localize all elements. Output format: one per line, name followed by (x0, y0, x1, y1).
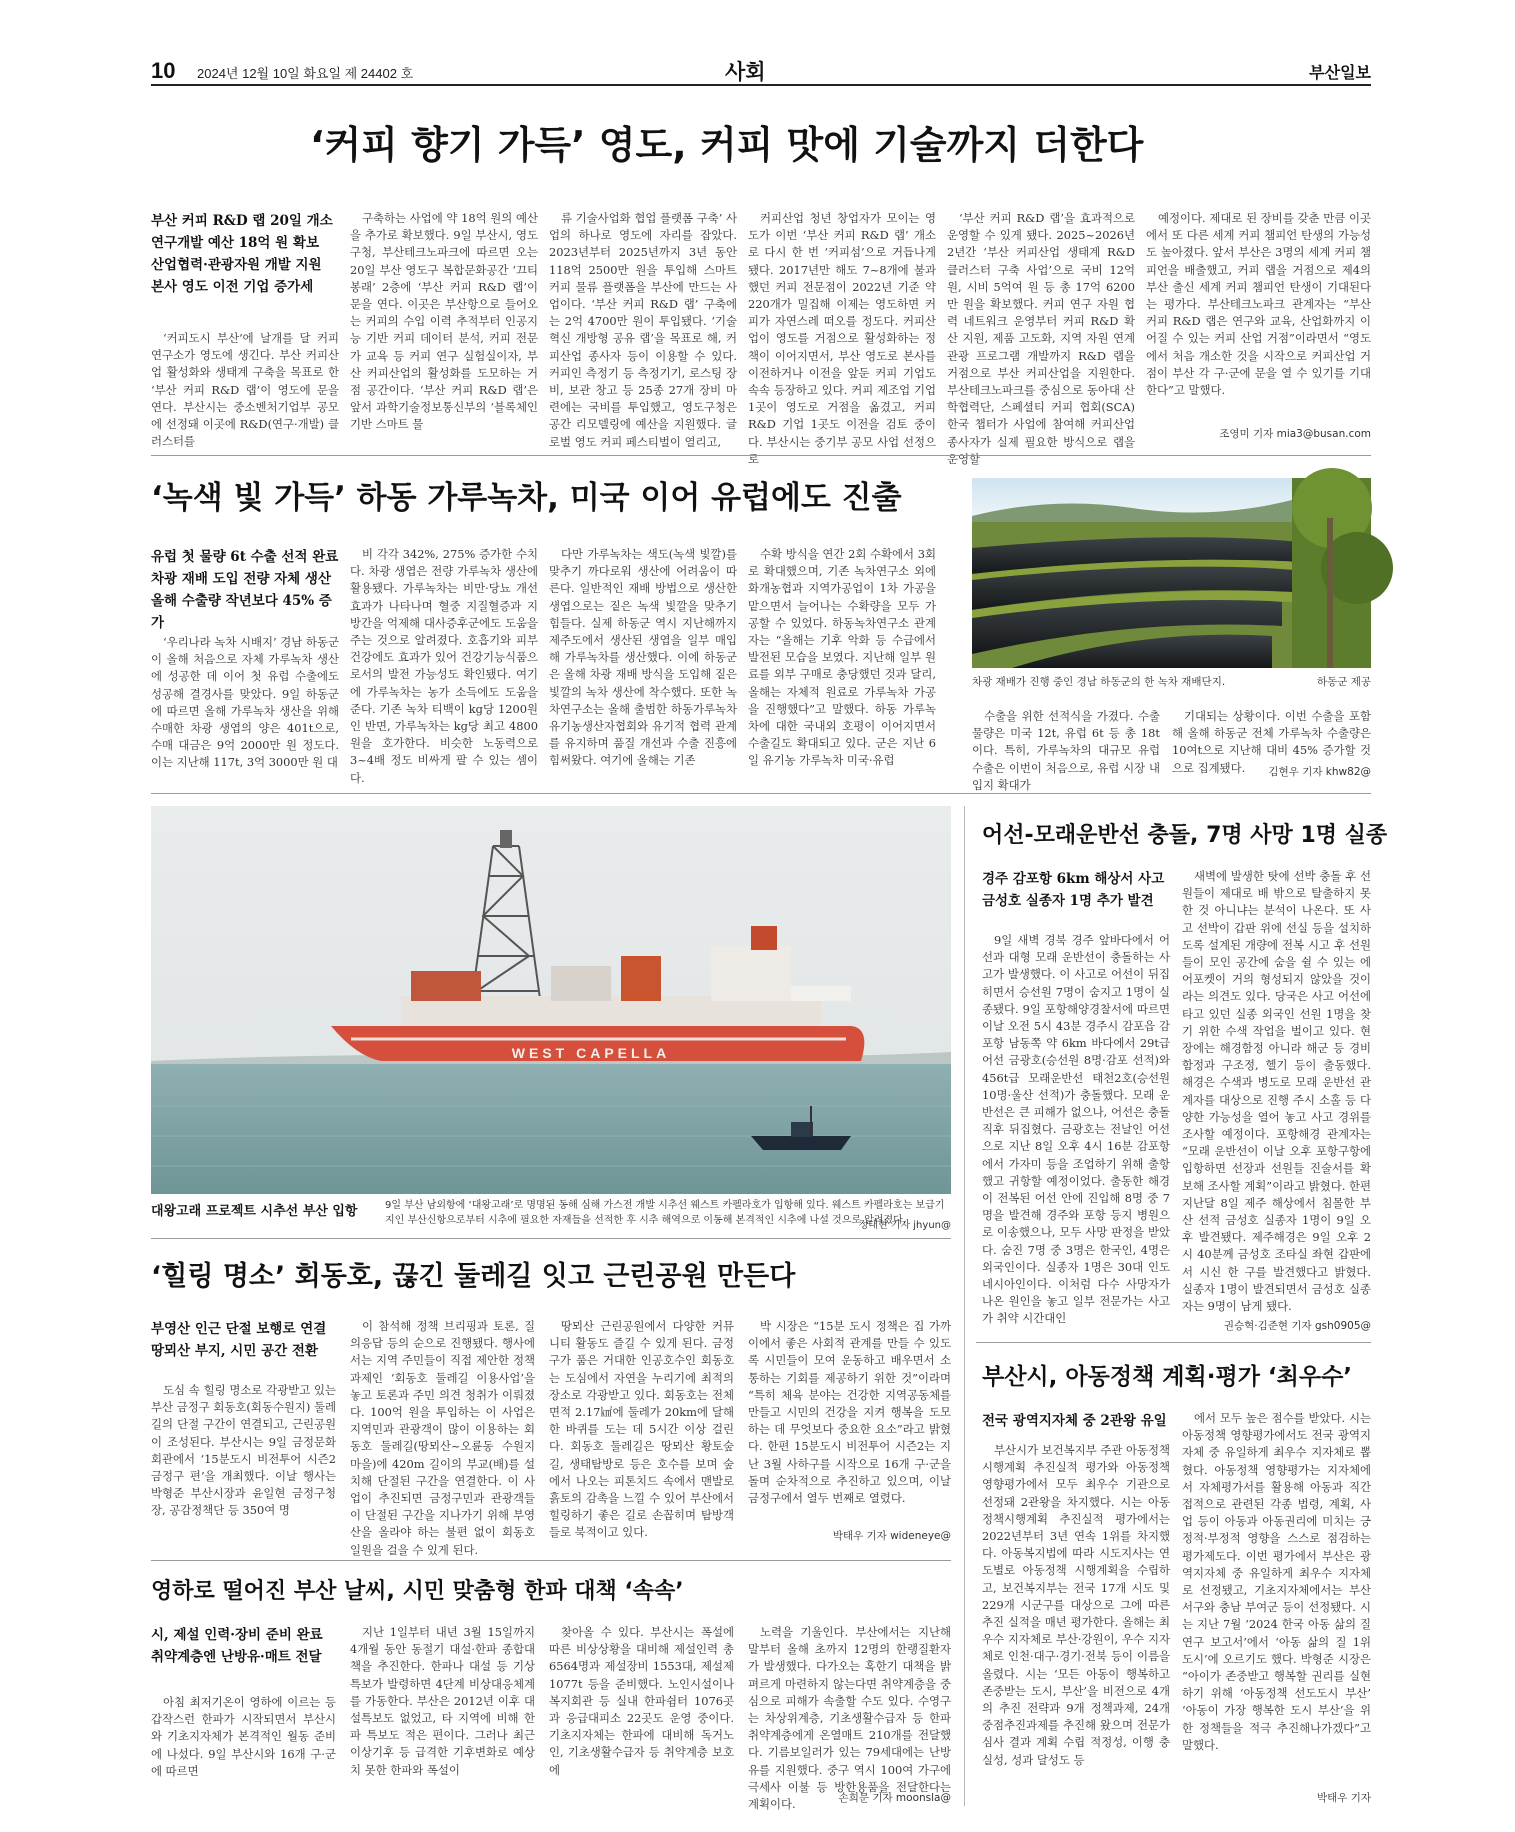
subhead: 금성호 실종자 1명 추가 발견 (982, 893, 1154, 909)
body-text: 땅뫼산 근린공원에서 다양한 커뮤니티 활동도 즐길 수 있게 된다. 금정구가 품은 거대한 인공호수인 회동호는 도심에서 자연을 누리기에 최적의 장소로 각광받고 있다. 회동호는 전체 면적 2.17㎢에 둘레가 20km에 달해 한 바퀴를 도는 데 5시간 이상 걸린다. 회동호 둘레길은 땅뫼산 황토숲길, 생태탐방로 등은 호수를 보며 숲에서 나오는 피톤치드 속에서 맨발로 흙토의 감촉을 느낄 수 있어 부산에서 힐링하기 좋은 길로 손꼽히며 탐방객들로 북적이고 있다. (549, 1319, 734, 1540)
child-policy-subheads (982, 1410, 1182, 1432)
tea-photo-caption: 차광 재배가 진행 중인 경남 하동군의 한 녹차 재배단지. (972, 676, 1226, 688)
body-text: 아침 최저기온이 영하에 이르는 등 갑작스런 한파가 시작되면서 부산시와 기초지자체가 본격적인 월동 준비에 나섰다. 9일 부산시와 16개 구·군에 따르면 (151, 1695, 336, 1778)
child-policy-col-2 (1182, 1410, 1371, 1786)
tea-field-image (972, 478, 1371, 668)
healing-subheads (151, 1318, 331, 1362)
child-policy-byline: 박태우 기자 (1316, 1792, 1371, 1804)
body-text: 노력을 기울인다. 부산에서는 지난해 말부터 올해 초까지 12명의 한랭질환자가 발생했다. 다가오는 혹한기 대책을 밝 펴르게 마련하지 않는다면 취약계층을 중심으로 피해가 속출할 수도 있다. 수영구는 차상위계층, 기초생활수급자 등 한파 취약계층에게 온열매트 210개를 전달했다. 기름보일러가 있는 79세대에는 난방유를 지원했다. 중구 역시 100여 가구에 극세사 이불 등 방한용품을 전달한다는 계획이다. (748, 1625, 951, 1812)
subhead: 땅뫼산 부지, 시민 공간 전환 (151, 1343, 318, 1359)
cold-wave-headline: 영하로 떨어진 부산 날씨, 시민 맞춤형 한파 대책 ‘속속’ (151, 1579, 684, 1604)
body-text: 지난 1일부터 내년 3월 15일까지 4개월 동안 동절기 대설·한파 종합대책을 추진한다. 한파나 대설 등 기상특보가 발령하면 4단계 비상대응체계를 가동한다. 부산은 2012년 이후 대설특보도 없었고, 타 지역에 비해 한파 특보도 적은 편이다. 그러나 최근 이상기후 등 급격한 기후변화로 예상치 못한 한파와 폭설이 (350, 1625, 535, 1777)
body-text: 찾아올 수 있다. 부산시는 폭설에 따른 비상상황을 대비해 제설인력 총 6564명과 제설장비 1553대, 제설제 1077t 등을 준비했다. 노인시설이나 복지회관 등 실내 한파쉼터 1076곳과 응급대피소 22곳도 운영 중이다. 기초지자체는 한파에 대비해 독거노인, 기초생활수급자 등 취약계층 보호에 (549, 1625, 734, 1777)
coffee-headline: ‘커피 향기 가득’ 영도, 커피 맛에 기술까지 더한다 (310, 123, 1144, 167)
tea-col-4 (748, 546, 936, 780)
subhead: 올해 수출량 작년보다 45% 증가 (151, 593, 332, 631)
subhead: 전국 광역지자체 중 2관왕 유일 (982, 1413, 1167, 1429)
body-text: 예정이다. 제대로 된 장비를 갖춘 만큼 이곳에서 또 다른 세계 커피 챔피언 탄생의 가능성도 높아졌다. 앞서 부산은 3명의 세계 커피 챔피언을 배출했고, 커피 랩을 거점으로 제4의 부산 출신 세계 커피 챔피언 탄생이 기대된다는 평가다. 부산테크노파크 관계자는 “부산 커피 R&D 랩은 연구와 교육, 산업화까지 이어질 수 있는 커피 산업 거점”이라면서 “영도에서 처음 개소한 것을 시작으로 커피산업 거점이 부산 각 구·군에 문을 열 수 있기를 기대한다”고 말했다. (1146, 211, 1371, 398)
tea-field-photo (972, 478, 1371, 668)
coffee-col-4 (748, 210, 936, 466)
tea-byline: 김현우 기자 khw82@ (1268, 766, 1371, 778)
subhead: 취약계층엔 난방유·매트 전달 (151, 1649, 322, 1665)
divider (151, 1238, 951, 1239)
issue-date: 2024년 12월 10일 화요일 제 24402 호 (197, 66, 414, 81)
body-text: 기대되는 상황이다. 이번 수출을 포함해 올해 하동군 전체 가루녹차 수출량은 10여t으로 지난해 대비 45% 증가할 것으로 집계됐다. (1172, 709, 1371, 775)
coffee-byline: 조영미 기자 mia3@busan.com (1219, 428, 1371, 440)
cold-wave-col-2 (350, 1624, 535, 1806)
subhead: 시, 제설 인력·장비 준비 완료 (151, 1627, 323, 1643)
cold-wave-subheads (151, 1624, 336, 1668)
healing-col-3 (549, 1318, 734, 1544)
body-text: 도심 속 힐링 명소로 각광받고 있는 부산 금정구 회동호(회동수원지) 둘레길의 단절 구간이 연결되고, 근린공원이 조성된다. 부산시는 9일 금정문화회관에서 ‘15분도시 비전투어 시즌2 금정구 편’을 개최했다. 이날 행사는 박형준 부산시장과 윤일현 금정구청장, 공감정책단 등 350여 명 (151, 1383, 336, 1518)
headline-main: 아동정책 계획·평가 ‘최우수’ (1065, 1364, 1353, 1390)
tea-subheads (151, 546, 339, 634)
newspaper-logo: 부산일보 (1309, 63, 1371, 82)
coffee-col-1 (151, 330, 339, 449)
collision-col-2 (1182, 868, 1371, 1314)
child-policy-col-1 (982, 1442, 1170, 1804)
child-policy-headline (982, 1358, 1352, 1391)
subhead: 경주 감포항 6km 해상서 사고 (982, 871, 1165, 887)
subhead: 산업협력·관광자원 개발 지원 (151, 257, 322, 273)
body-text: 박 시장은 “15분 도시 정책은 집 가까이에서 좋은 사회적 관계를 만들 수 있도록 시민들이 모여 운동하고 배우면서 소통하는 기회를 제공하기 위한 것”이라며 “특히 체육 분야는 건강한 지역공동체를 만들고 시민의 건강을 지켜 행복을 도모하는 데 무엇보다 중요한 요소”라고 밝혔다. 한편 15분도시 비전투어 시즌2는 지난 3월 사하구를 시작으로 16개 구·군을 돌며 순차적으로 추진하고 있으며, 이날 금정구에서 열두 번째로 열렸다. (748, 1319, 951, 1506)
headline-prefix: 부산시, (982, 1364, 1058, 1390)
subhead: 부영산 인근 단절 보행로 연결 (151, 1321, 327, 1337)
body-text: 부산시가 보건복지부 주관 아동정책 시행계획 추진실적 평가와 아동정책 영향평가에서 모두 최우수 기관으로 선정돼 2관왕을 차지했다. 시는 아동정책시행계획 추진실적 평가에서는 2022년부터 3년 연속 1위를 차지했다. 아동복지법에 따라 시도지사는 연도별로 아동정책 시행계획을 수립하고, 보건복지부는 전국 17개 시도 및 229개 시군구를 대상으로 그에 따른 추진 실적을 매년 평가한다. 올해는 최우수 지자체로 부산·강원이, 우수 지자체로 인천·대구·경기·전북 등이 이름을 올렸다. 시는 ‘모든 아동이 행복하고 존중받는 도시, 부산’을 비전으로 4개의 추진 전략과 9개 정책과제, 24개 중점추진과제를 추진해 왔으며 전문가 심사 결과 계획 수립 적정성, 이행 충실성, 성과 달성도 등 (982, 1443, 1170, 1767)
tea-col-2 (350, 546, 538, 785)
body-text: 커피산업 청년 창업자가 모이는 영도가 이번 ‘부산 커피 R&D 랩’ 개소로 다시 한 번 ‘커피섬’으로 거듭나게 됐다. 2017년만 해도 7~8개에 불과했던 커피 전문점이 2022년 기준 약 220개가 밀집해 이제는 영도하면 커피가 자연스레 떠오를 정도다. 커피산업이 영도를 거점으로 활성화하는 정책이 이어지면서, 부산 영도로 본사를 이전하거나 이전을 앞둔 커피 기업도 속속 등장하고 있다. 커피 제조업 기업 1곳이 영도로 거점을 옮겼고, 커피 R&D 기업 1곳도 이전을 검토 중이다. 부산시는 중기부 공모 사업 선정으로 (748, 211, 936, 466)
body-text: 새벽에 발생한 탓에 선박 충돌 후 선원들이 제대로 배 밖으로 탈출하지 못한 것 아니냐는 분석이 나온다. 또 사고 선박이 갑판 위에 선실 등을 설치하도록 설계된 개량에 전복 시고 후 선원들이 모인 공간에 숨을 쉴 수 있는 에어포켓이 거의 형성되지 않았을 것이라는 의견도 있다. 당국은 사고 어선에 타고 있던 실종 외국인 선원 1명을 찾기 위한 수색 작업을 벌이고 있다. 현장에는 해경함정 아니라 해군 등 경비함정과 구조정, 헬기 등이 출동했다. 해경은 수색과 병도로 모래 운반선 관계자를 대상으로 진행 주시 소홀 등 다양한 가능성을 열어 놓고 사고 경위를 조사할 예정이다. 포항해경 관계자는 “모래 운반선이 이날 오후 포항구항에 입항하면 선장과 선원들 진술서를 확보해 조사할 계획”이라고 밝혔다. 한편 지난달 8일 제주 해상에서 침몰한 부산 선적 금성호 실종자 1명이 9일 오후 발견됐다. 제주해경은 9일 오후 2시 40분께 금성호 조타실 좌현 갑판에서 시신 한 구를 발견했다고 밝혔다. 실종자 1명이 발견되면서 금성호 실종자는 9명이 남게 됐다. (1182, 869, 1371, 1314)
body-text: 구축하는 사업에 약 18억 원의 예산을 추가로 확보했다. 9일 부산시, 영도구청, 부산테크노파크에 따르면 오는 20일 부산 영도구 복합문화공간 ‘끄티 봉래’ 2층에 ‘부산 커피 R&D 랩’이 문을 연다. 이곳은 부산항으로 들어오는 커피의 수입 이력 추적부터 인공지능 기반 커피 데이터 분석, 커피 전문가 교육 등 커피 연구 실험실이자, 부산 커피산업의 활성화를 도모하는 거점 공간이다. ‘부산 커피 R&D 랩’은 앞서 과학기술정보통신부의 ‘블록체인 기반 스마트 물 (350, 211, 538, 432)
body-text: 에서 모두 높은 점수를 받았다. 시는 아동정책 영향평가에서도 전국 광역지자체 중 유일하게 최우수 지자체로 뽑혔다. 아동정책 영향평가는 지자체에서 자체평가서를 활용해 아동과 직간접적으로 관련된 각종 법령, 계획, 사업 등이 아동과 아동권리에 미치는 긍정적·부정적 영향을 스스로 점검하는 평가제도다. 이번 평가에서 부산은 광역지자체 중 유일하게 최우수 지자체로 선정됐고, 기초지자체에서는 부산 서구와 충남 부여군 등이 선정됐다. 시는 지난 7월 ‘2024 한국 아동 삶의 질 연구 보고서’에서 ‘아동 삶의 질 1위 도시’에 오르기도 했다. 박형준 시장은 “아이가 존중받고 행복할 권리를 실현하기 위해 ‘아동정책 선도도시 부산’ ‘아동이 가장 행복한 도시 부산’을 위한 정책들을 적극 추진해나가겠다”고 말했다. (1182, 1411, 1371, 1752)
tea-photo-credit: 하동군 제공 (1316, 676, 1371, 688)
subhead: 부산 커피 R&D 랩 20일 개소 (151, 213, 333, 229)
healing-col-2 (350, 1318, 535, 1557)
tea-col-3 (549, 546, 737, 780)
tea-col-1 (151, 634, 339, 780)
body-text: 수출을 위한 선적식을 가졌다. 수출 물량은 미국 12t, 유럽 6t 등 총 18t이다. 특히, 가루녹차의 대규모 유럽 수출은 이번이 처음으로, 유럽 시장 내 입지 확대가 (972, 709, 1160, 792)
body-text: 9일 새벽 경북 경주 앞바다에서 어선과 대형 모래 운반선이 충돌하는 사고가 발생했다. 이 사고로 어선이 뒤집히면서 승선원 7명이 숨지고 1명이 실종됐다. 9일 포항해양경찰서에 따르면 이날 오전 5시 43분 경주시 감포읍 감포항 남동쪽 약 6km 바다에서 29t급 어선 금광호(승선원 8명·감포 선적)와 456t급 모래운반선 태천2호(승선원 10명·울산 선적)가 충돌했다. 모래 운반선은 큰 피해가 없으나, 어선은 충돌 직후 뒤집혔다. 금광호는 전날인 어선으로 지난 8일 오후 4시 16분 감포항에서 가자미 등을 조업하기 위해 출항했고 귀항할 예정이었다. 출동한 해경이 전복된 어선 안에 진입해 8명 중 7명을 발견해 경주와 포항 등지 병원으로 이송했으나, 모두 사망 판정을 받았다. 숨진 7명 중 3명은 한국인, 4명은 외국인이다. 실종자 1명은 30대 인도네시아인이다. 이처럼 다수 사망자가 나온 원인을 놓고 일부 전문가는 사고가 취약 시간대인 (982, 933, 1170, 1326)
cold-wave-col-3 (549, 1624, 734, 1806)
drillship-photo (151, 806, 951, 1194)
divider (151, 1560, 951, 1561)
drillship-caption: 9일 부산 남외항에 ‘대왕고래’로 명명된 동해 심해 가스전 개발 시추선 웨스트 카펠라호가 입항해 있다. 웨스트 카펠라호는 보급기지인 부산신항으로부터 시추에 필요한 자재들을 선적한 후 시추 해역으로 이동해 본격적인 시추에 나설 것으로 알려졌다. (385, 1200, 945, 1226)
healing-headline: ‘힐링 명소’ 회동호, 끊긴 둘레길 잇고 근린공원 만든다 (151, 1261, 796, 1292)
tea-headline: ‘녹색 빛 가득’ 하동 가루녹차, 미국 이어 유럽에도 진출 (151, 480, 902, 516)
coffee-subheads (151, 210, 339, 298)
collision-headline: 어선-모래운반선 충돌, 7명 사망 1명 실종 (982, 823, 1388, 848)
subhead: 본사 영도 이전 기업 증가세 (151, 279, 314, 295)
drillship-credit: 정대현 기자 jhyun@ (858, 1220, 951, 1231)
drillship-image (151, 806, 951, 1194)
divider (151, 455, 1371, 456)
coffee-col-5 (947, 210, 1135, 466)
collision-col-1 (982, 932, 1170, 1332)
section-title: 사회 (725, 60, 766, 84)
body-text: ‘우리나라 녹차 시배지’ 경남 하동군이 올해 처음으로 자체 가루녹차 생산에 성공한 데 이어 첫 유럽 수출에도 성공해 결경사를 맞았다. 9일 하동군에 따르면 올해 가루녹차 생산을 위해 수매한 차광 생엽의 양은 401t으로, 수매 대금은 9억 2000만 원 정도다. 이는 지난해 117t, 3억 3000만 원 대 (151, 635, 339, 770)
column-divider (964, 806, 965, 1806)
collision-subheads (982, 868, 1170, 912)
tea-col-5 (972, 708, 1160, 792)
ship-hull-name: WEST CAPELLA (511, 1045, 671, 1061)
healing-byline: 박태우 기자 wideneye@ (832, 1530, 951, 1542)
page-number: 10 (151, 58, 176, 83)
body-text: 수확 방식을 연간 2회 수확에서 3회로 확대했으며, 기존 녹차연구소 외에 화개농협과 지역가공업이 1차 가공을 맡으면서 늘어나는 수확량을 모두 가공할 수 있었다. 하동녹차연구소 관계자는 “올해는 기후 악화 등 수급에서 발전된 모습을 보였다. 지난해 일부 원료를 외부 구매로 충당했던 것과 달리, 올해는 자체적 원료로 가루녹차 가공을 진행했다”고 말했다. 하동 가루녹차에 대한 국내외 호평이 이어지면서 수출길도 확대되고 있다. 군은 지난 6일 유기농 가루녹차 미국·유럽 (748, 547, 936, 768)
coffee-col-6 (1146, 210, 1371, 422)
divider (151, 793, 1371, 794)
healing-col-1 (151, 1382, 336, 1544)
subhead: 차광 재배 도입 전량 자체 생산 (151, 571, 331, 587)
body-text: 다만 가루녹차는 색도(녹색 빛깔)를 맞추기 까다로워 생산에 어려움이 따른다. 일반적인 재배 방법으로 생산한 생엽으로는 짙은 녹색 빛깔을 맞추기 힘들다. 실제 하동군 역시 지난해까지 제주도에서 생산된 생엽을 일부 매입해 가루녹차를 생산했다. 이에 하동군은 올해 차광 재배 방식을 도입해 짙은 빛깔의 녹차 생산에 착수했다. 또한 녹차연구소는 올해 출범한 하동가루녹차유기농생산자협회와 유기적 협력 관계를 유지하며 품질 개선과 수출 진흥에 힘써왔다. 여기에 올해는 기존 (549, 547, 737, 768)
cold-wave-col-1 (151, 1694, 336, 1806)
subhead: 연구개발 예산 18억 원 확보 (151, 235, 319, 251)
derrick-top (500, 830, 512, 848)
body-text: ‘부산 커피 R&D 랩’을 효과적으로 운영할 수 있게 됐다. 2025~2026년 2년간 ‘부산 커피산업 생태계 R&D 클러스터 구축 사업’으로 국비 12억 원, 시비 5억여 원 등 총 17억 6200만 원을 확보했다. 커피 연구 자원 협력 네트워크 운영부터 커피 R&D 확산 지원, 제품 고도화, 지역 자원 연계 관광 프로그램 개발까지 R&D 랩을 거점으로 부산 커피산업을 지원한다. 부산테크노파크를 중심으로 동아대 산학협력단, 스페셜티 커피 협회(SCA) 한국 챕터가 사업에 참여해 커피산업 종사자가 실제 필요한 방식으로 랩을 운영할 (947, 211, 1135, 466)
healing-col-4 (748, 1318, 951, 1524)
collision-byline: 권승혁·김준현 기자 gsh0905@ (1223, 1320, 1371, 1332)
body-text: 류 기술사업화 협업 플랫폼 구축’ 사업의 하나로 영도에 자리를 잡았다. 2023년부터 2025년까지 3년 동안 118억 2500만 원을 투입해 스마트 커피 물류 플랫폼을 부산에 만드는 사업이다. ‘부산 커피 R&D 랩’ 구축에는 2억 4700만 원이 투입됐다. ‘기술혁신 개방형 공유 랩’을 목표로 해, 커피산업 종사자 등이 이용할 수 있다. 커피인 측정기 등 측정기기, 로스팅 장비, 보관 창고 등 25종 27개 장비 마련에는 국비를 투입했고, 영도구청은 공간 리모델링에 예산을 지원했다. 글로벌 영도 커피 페스티벌이 열리고, (549, 211, 737, 449)
subhead: 유럽 첫 물량 6t 수출 선적 완료 (151, 549, 339, 565)
coffee-col-2 (350, 210, 538, 442)
body-text: ‘커피도시 부산’에 날개를 달 커피 연구소가 영도에 생긴다. 부산 커피산업 활성화와 생태계 구축을 목표로 한 ‘부산 커피 R&D 랩’이 영도에 문을 연다. 부산시는 중소벤처기업부 공모에 선정돼 이곳에 R&D(연구·개발) 클러스터를 (151, 331, 339, 449)
cold-wave-byline: 손희문 기자 moonsla@ (838, 1792, 951, 1804)
coffee-col-3 (549, 210, 737, 449)
header-rule (151, 84, 1371, 86)
drillship-caption-title: 대왕고래 프로젝트 시추선 부산 입항 (151, 1204, 358, 1219)
body-text: 이 참석해 정책 브리핑과 토론, 질의응답 등의 순으로 진행됐다. 행사에서는 지역 주민들이 직접 제안한 정책과제인 ‘회동호 둘레길 이용사업’을 놓고 토론과 주민 의견 청취가 이뤄졌다. 100억 원을 투입하는 이 사업은 지역민과 관광객이 많이 이용하는 회동호 둘레길(땅뫼산~오륜동 수원지마을)에 420m 길이의 부교(배)를 설치해 단절된 구간을 연결한다. 이 사업이 추진되면 금정구민과 관광객들이 단절된 구간을 지나가기 위해 부영산을 올라야 하는 불편 없이 회동호 일원을 걸을 수 있게 된다. (350, 1319, 535, 1557)
divider (976, 1342, 1371, 1343)
body-text: 비 각각 342%, 275% 증가한 수치다. 차광 생엽은 전량 가루녹차 생산에 활용됐다. 가루녹차는 비만·당뇨 개선 효과가 나타나며 혈중 지질혈증과 지방간을 억제해 대사증후군에도 도움을 주는 것으로 알려졌다. 호흡기와 피부 건강에도 효과가 있어 건강기능식품으로서의 발전 가능성도 확인됐다. 여기에 가루녹차는 농가 소득에도 도움을 준다. 기존 녹차 티백이 kg당 1200원인 반면, 가루녹차는 kg당 최고 4800원을 호가한다. 비슷한 노동력으로 3~4배 정도 비싸게 팔 수 있는 셈이다. (350, 547, 538, 785)
